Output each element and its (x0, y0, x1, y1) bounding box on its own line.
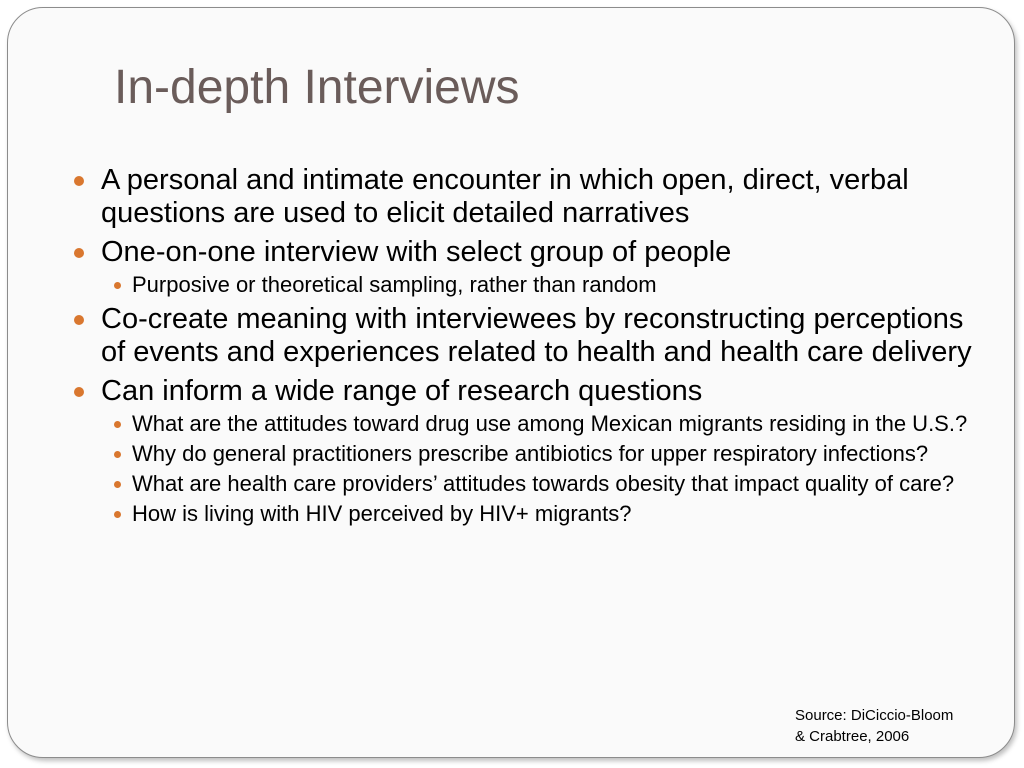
sub-bullet-list (101, 412, 974, 526)
sub-bullet-text: Why do general practitioners prescribe antibiotics for upper respiratory infections? (132, 441, 929, 466)
slide-title: In-depth Interviews (114, 61, 520, 114)
sub-bullet-text: How is living with HIV perceived by HIV+ migrants? (132, 501, 632, 526)
sub-bullet-item (101, 442, 974, 466)
sub-bullet-item (101, 472, 974, 496)
bullet-text: Co-create meaning with interviewees by reconstructing perceptions of events and experiences related to health and health care delivery (101, 303, 972, 368)
sub-bullet-item (101, 412, 974, 436)
bullet-text: One-on-one interview with select group of people (101, 236, 732, 268)
sub-bullet-text: Purposive or theoretical sampling, rather than random (132, 272, 657, 297)
sub-bullet-dot-icon (114, 511, 121, 518)
bullet-item (74, 236, 974, 297)
sub-bullet-dot-icon (114, 451, 121, 458)
sub-bullet-dot-icon (114, 421, 121, 428)
bullet-text: Can inform a wide range of research questions (101, 375, 703, 407)
sub-bullet-text: What are the attitudes toward drug use among Mexican migrants residing in the U.S.? (132, 411, 968, 436)
bullet-dot-icon (74, 248, 84, 258)
sub-bullet-dot-icon (114, 282, 121, 289)
sub-bullet-list (101, 273, 974, 297)
bullet-item (74, 303, 974, 369)
sub-bullet-text: What are health care providers’ attitudes towards obesity that impact quality of care? (132, 471, 955, 496)
bullet-text: A personal and intimate encounter in which open, direct, verbal questions are used to elicit detailed narratives (101, 164, 909, 229)
bullet-item (74, 375, 974, 526)
sub-bullet-item (101, 502, 974, 526)
sub-bullet-dot-icon (114, 481, 121, 488)
bullet-item (74, 164, 974, 230)
sub-bullet-item (101, 273, 974, 297)
source-citation: Source: DiCiccio-Bloom & Crabtree, 2006 (795, 707, 954, 745)
slide-content (74, 164, 974, 532)
bullet-list (74, 164, 974, 526)
bullet-dot-icon (74, 387, 84, 397)
bullet-dot-icon (74, 315, 84, 325)
bullet-dot-icon (74, 176, 84, 186)
